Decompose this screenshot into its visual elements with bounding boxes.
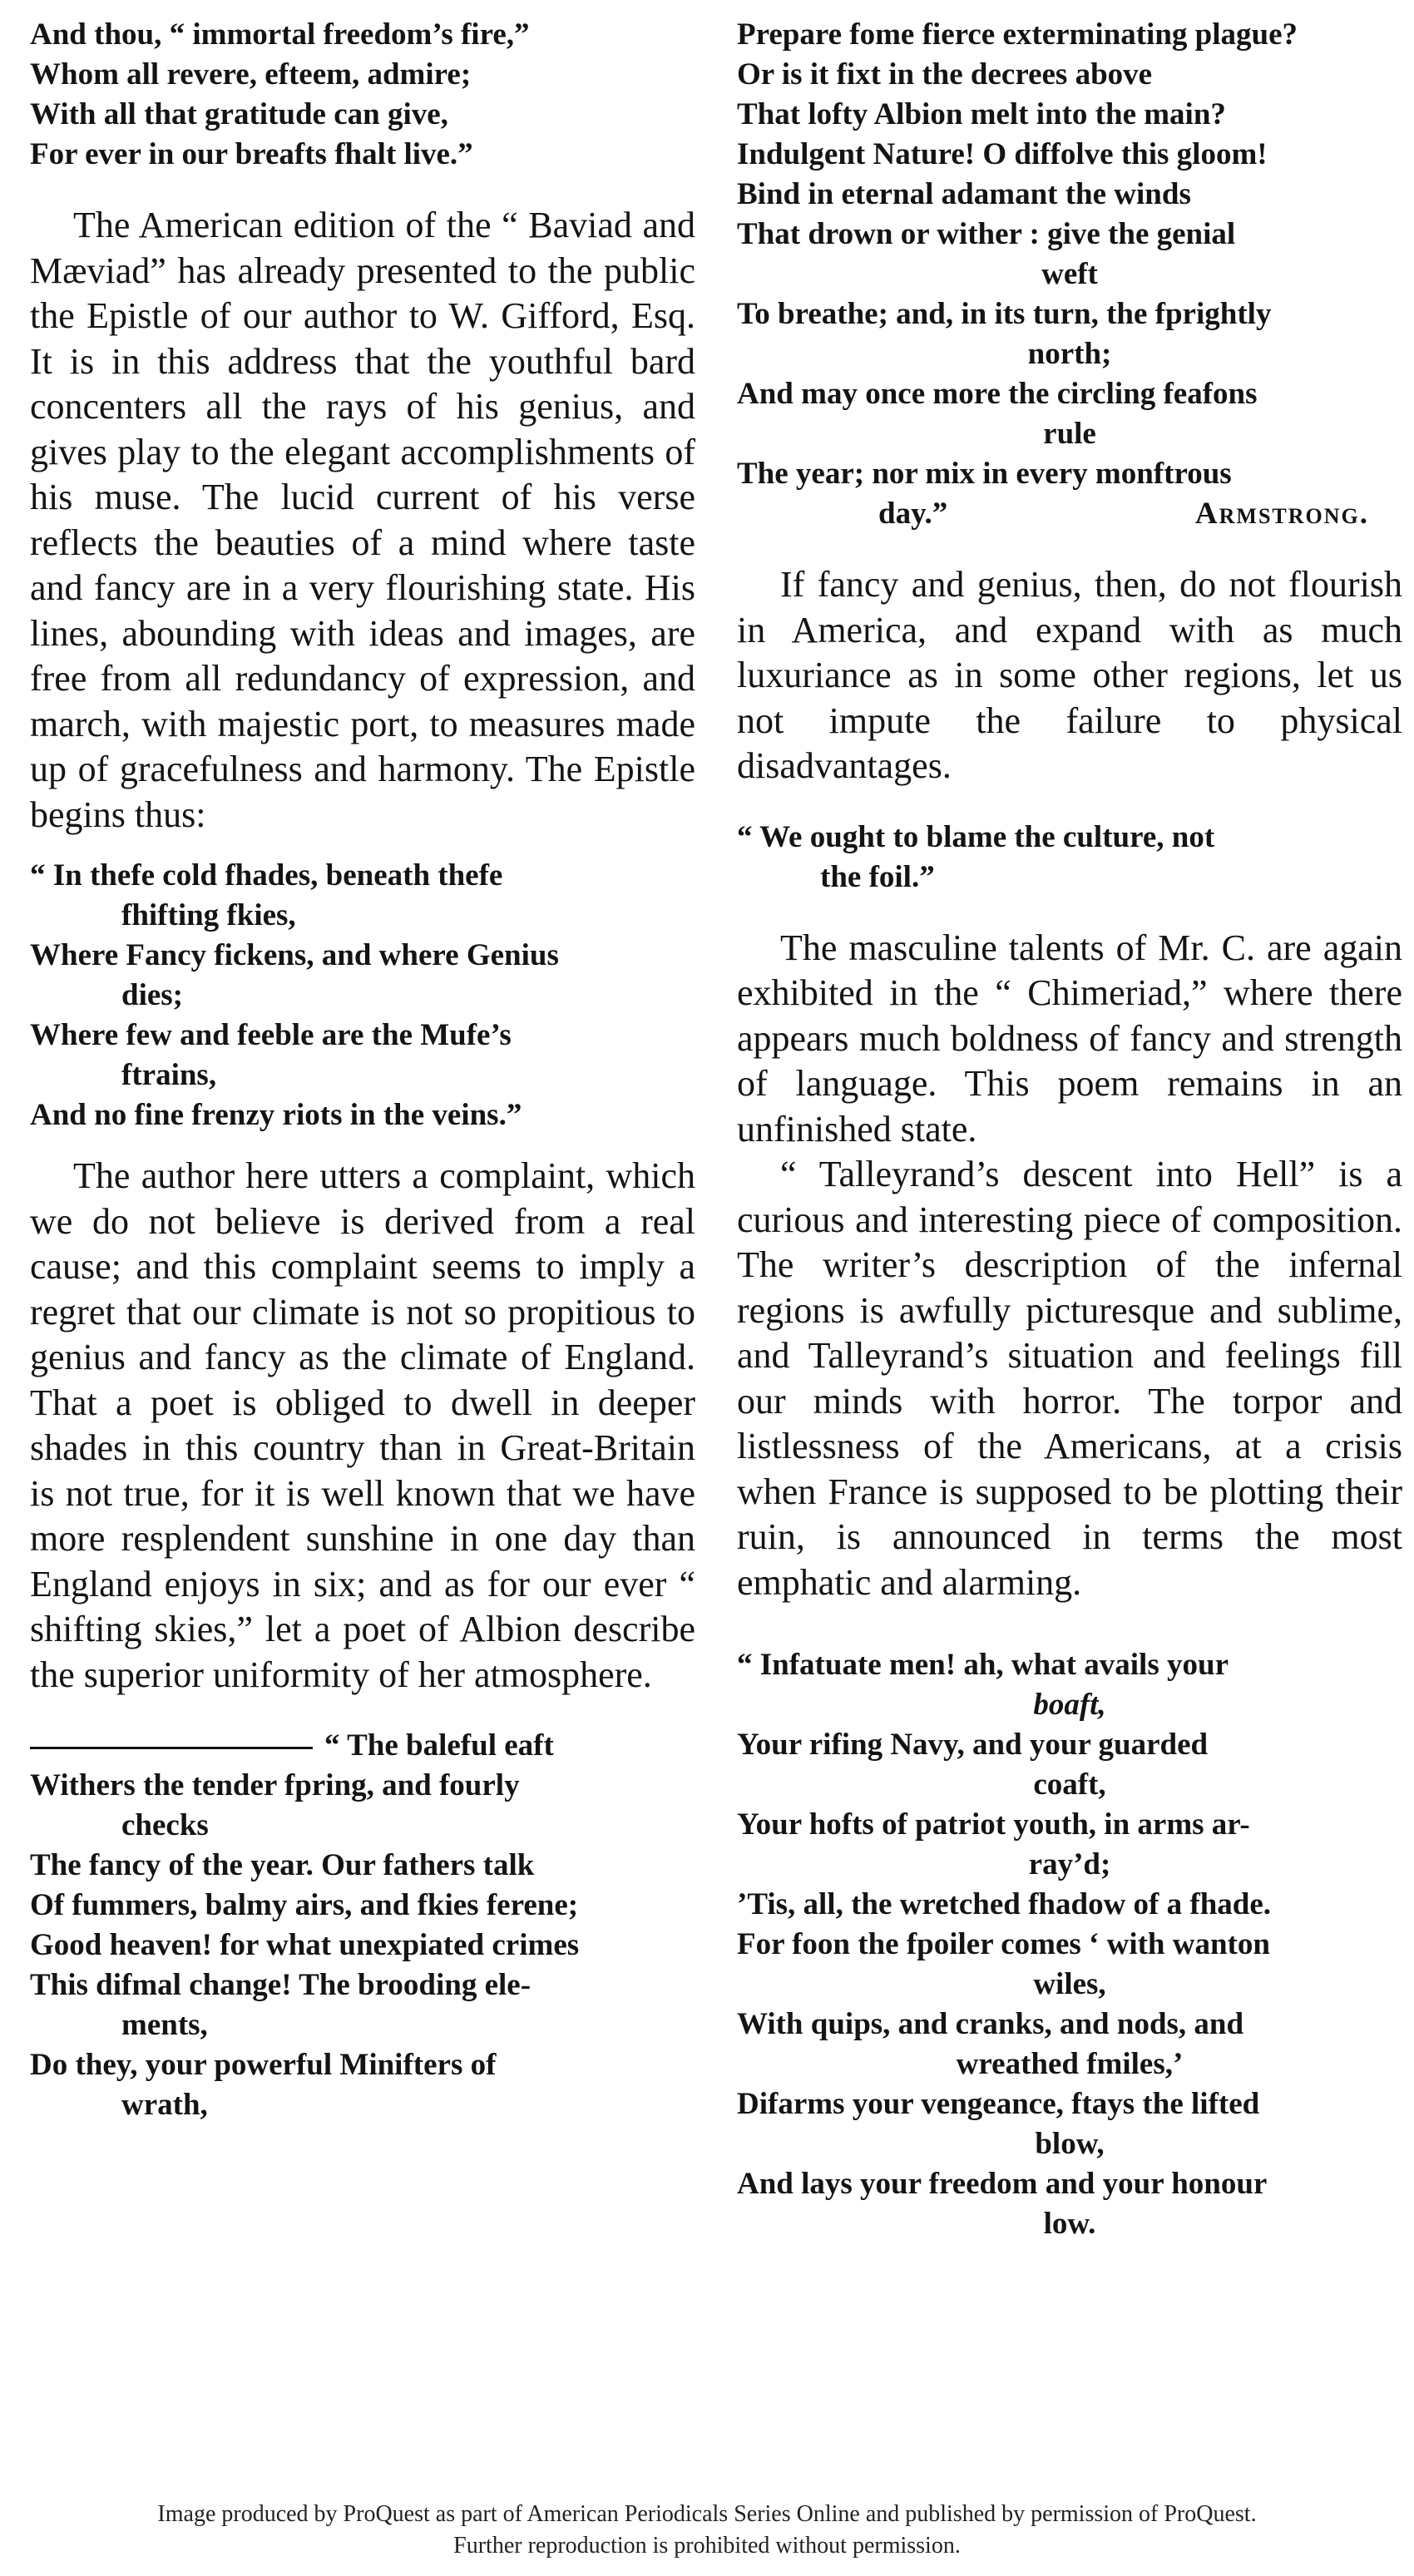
verse-line: Indulgent Nature! O diffolve this gloom! — [737, 137, 1268, 171]
verse-line: Do they, your powerful Minifters of wrath, — [30, 2048, 497, 2122]
verse-line: This difmal change! The brooding ele- ments, — [30, 1968, 531, 2042]
footer-line-reproduction: Further reproduction is prohibited without permission. — [453, 2533, 961, 2559]
verse-line: Withers the tender fpring, and fourly checks — [30, 1768, 520, 1842]
verse-line: The fancy of the year. Our fathers talk — [30, 1848, 535, 1882]
rule-dash — [30, 1747, 313, 1749]
verse-line: Where few and feeble are the Mufe’s ftrains, — [30, 1018, 512, 1092]
verse-line: With quips, and cranks, and nods, and wreathed fmiles,’ — [737, 2007, 1244, 2081]
verse-line: For foon the fpoiler comes ‘ with wanton wiles, — [737, 1927, 1270, 2001]
verse-line: “ In thefe cold fhades, beneath thefe fhifting fkies, — [30, 858, 503, 932]
paragraph-talleyrand: “ Talleyrand’s descent into Hell” is a curious and interesting piece of composition. The writer’s description of the infernal regions is awfully picturesque and sublime, and Talleyrand’s situation and feelings fill our minds with horror. The torpor and listlessness of the Americans, at a crisis when France is supposed to be plotting their ruin, is announced in terms the most emphatic and alarming. — [737, 1154, 1402, 1603]
verse-line: Whom all revere, efteem, admire; — [30, 57, 472, 91]
verse-line: The year; nor mix in every monftrous day.” Armstrong. — [737, 454, 1402, 534]
verse-line: For ever in our breafts fhalt live.” — [30, 137, 473, 171]
verse-line: Your hofts of patriot youth, in arms ar- ray’d; — [737, 1807, 1250, 1881]
left-column — [30, 15, 695, 2125]
footer-line-permission: Image produced by ProQuest as part of American Periodicals Series Online and published by permission of ProQuest. — [157, 2501, 1257, 2527]
verse-line: With all that gratitude can give, — [30, 97, 448, 131]
verse-line: Bind in eternal adamant the winds — [737, 177, 1191, 211]
poem-epistle-opening — [30, 856, 695, 1135]
verse-line: “ We ought to blame the culture, not the foil.” — [737, 819, 1215, 894]
verse-line: Your rifing Navy, and your guarded coaft, — [737, 1728, 1209, 1802]
verse-line: That lofty Albion melt into the main? — [737, 97, 1226, 131]
paragraph-baviad: The American edition of the “ Baviad and Mæviad” has already presented to the public the Epistle of our author to W. Gifford, Esq. It is in this address that the youthful bard concenters all the rays of his genius, and gives play to the elegant accomplishments of his muse. The lucid current of his verse reflects the beauties of a mind where taste and fancy are in a very flourishing state. His lines, abounding with ideas and images, are free from all redundancy of expression, and march, with majestic port, to measures made up of gracefulness and harmony. The Epistle begins thus: — [30, 205, 695, 835]
verse-line: Prepare fome fierce exterminating plague? — [737, 17, 1298, 52]
verse-line: Where Fancy fickens, and where Genius dies; — [30, 938, 559, 1012]
paragraph-complaint: The author here utters a complaint, which we do not believe is derived from a real cause; and this complaint seems to imply a regret that our climate is not so propitious to genius and fancy as the climate of England. That a poet is obliged to dwell in deeper shades in this country than in Great-Britain is not true, for it is well known that we have more resplendent sunshine in one day than England enjoys in six; and as for our ever “ shifting skies,” let a poet of Albion describe the superior uniformity of her atmosphere. — [30, 1155, 695, 1695]
verse-line: And may once more the circling feafons rule — [737, 377, 1258, 451]
attribution-armstrong: Armstrong. — [1194, 497, 1369, 531]
verse-line: And lays your freedom and your honour low. — [737, 2167, 1268, 2241]
verse-line: To breathe; and, in its turn, the fprightly north; — [737, 297, 1272, 371]
verse-line: Difarms your vengeance, ftays the lifted blow, — [737, 2087, 1260, 2161]
right-column — [737, 15, 1402, 2244]
verse-line: And no fine frenzy riots in the veins.” — [30, 1098, 522, 1132]
quote-culture — [737, 818, 1402, 897]
proquest-footer — [0, 2499, 1414, 2562]
poem-armstrong — [737, 15, 1402, 534]
verse-line: “ Infatuate men! ah, what avails your boaft, — [737, 1648, 1229, 1722]
verse-line: That drown or wither : give the genial weft — [737, 217, 1236, 291]
verse-line: And thou, “ immortal freedom’s fire,” — [30, 17, 530, 52]
poem-infatuate-men — [737, 1645, 1402, 2244]
verse-line: ’Tis, all, the wretched fhadow of a fhade. — [737, 1887, 1272, 1921]
poem-freedom-verse — [30, 15, 695, 175]
verse-line: Good heaven! for what unexpiated crimes — [30, 1928, 580, 1962]
verse-line: Of fummers, balmy airs, and fkies ferene; — [30, 1888, 579, 1922]
paragraph-chimeriad: The masculine talents of Mr. C. are again exhibited in the “ Chimeriad,” where there appears much boldness of fancy and strength of language. This poem remains in an unfinished state. — [737, 927, 1402, 1150]
paragraph-fancy-genius: If fancy and genius, then, do not flourish in America, and expand with as much luxuriance as in some other regions, let us not impute the failure to physical disadvantages. — [737, 564, 1402, 786]
verse-line: Or is it fixt in the decrees above — [737, 57, 1153, 91]
verse-line: “ The baleful eaft — [30, 1726, 695, 1766]
poem-baleful-east — [30, 1726, 695, 2125]
